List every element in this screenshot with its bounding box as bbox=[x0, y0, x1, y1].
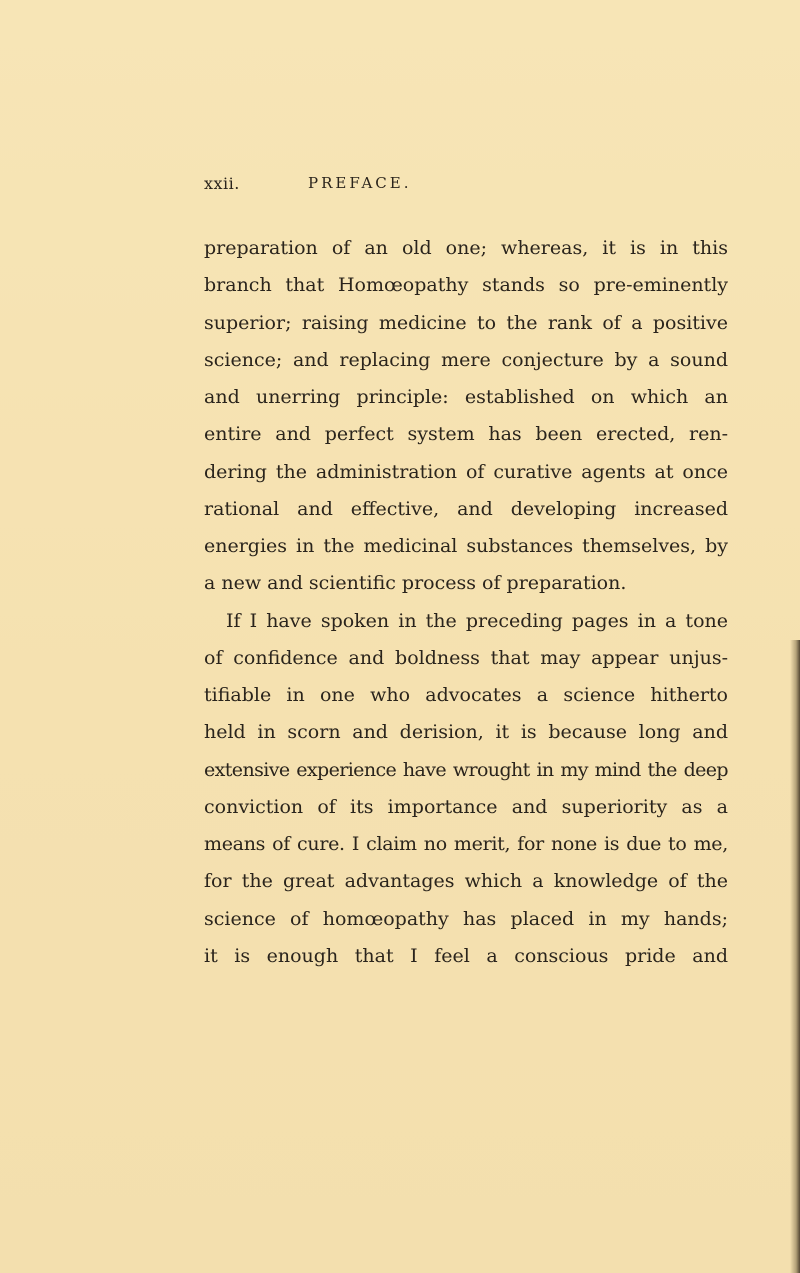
paragraph-end-line: a new and scientific process of preparation. bbox=[204, 572, 627, 595]
text-line: dering the administration of curative agents at once bbox=[204, 460, 728, 483]
page-edge-shadow bbox=[790, 640, 800, 1273]
text-line: entire and perfect system has been erected, ren- bbox=[204, 423, 728, 446]
body-text bbox=[204, 230, 728, 975]
text-line: of confidence and boldness that may appear unjus- bbox=[204, 646, 728, 669]
text-line: branch that Homœopathy stands so pre-eminently bbox=[204, 274, 728, 297]
text-line: rational and effective, and developing increased bbox=[204, 497, 728, 520]
text-line: tifiable in one who advocates a science hitherto bbox=[204, 684, 728, 706]
running-head: PREFACE. bbox=[308, 174, 412, 192]
text-line: means of cure. I claim no merit, for none is due to me, bbox=[204, 833, 728, 855]
text-line: science; and replacing mere conjecture by a sound bbox=[204, 348, 728, 371]
text-line: conviction of its importance and superiority as a bbox=[204, 795, 728, 818]
page-header bbox=[204, 174, 704, 198]
text-line: it is enough that I feel a conscious pride and bbox=[204, 944, 728, 967]
text-line: held in scorn and derision, it is because long and bbox=[204, 721, 728, 744]
text-line: energies in the medicinal substances themselves, by bbox=[204, 535, 728, 557]
text-line: and unerring principle: established on which an bbox=[204, 386, 728, 408]
page-number: xxii. bbox=[204, 174, 240, 193]
text-line: preparation of an old one; whereas, it is in this bbox=[204, 237, 728, 259]
text-line: for the great advantages which a knowledge of the bbox=[204, 870, 728, 893]
text-line: superior; raising medicine to the rank of a positive bbox=[204, 311, 728, 334]
text-line: science of homœopathy has placed in my hands; bbox=[204, 907, 728, 930]
paragraph-start-line: If I have spoken in the preceding pages in a tone bbox=[226, 609, 728, 632]
text-line: extensive experience have wrought in my mind the deep bbox=[204, 758, 728, 781]
